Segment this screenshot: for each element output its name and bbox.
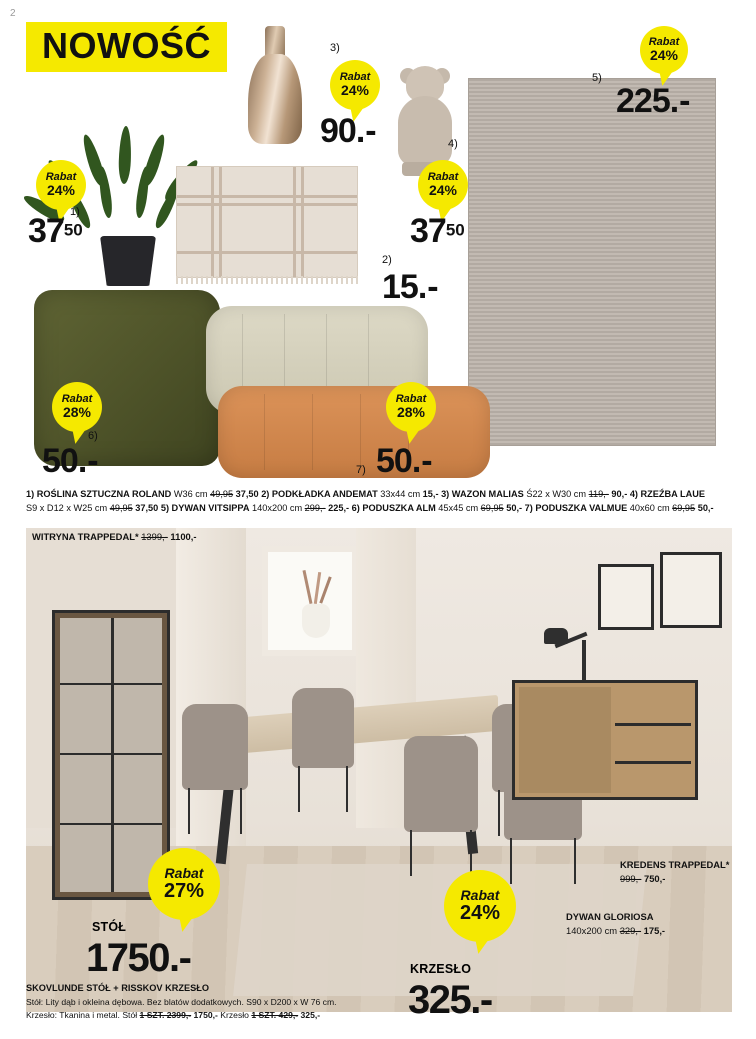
price-stol: 1750.- bbox=[86, 936, 191, 980]
wall-art-frame bbox=[660, 552, 722, 628]
price-4: 3750 bbox=[410, 212, 465, 250]
price-6: 50.- bbox=[42, 442, 99, 480]
category-stol: STÓŁ bbox=[92, 920, 127, 934]
discount-badge-7: Rabat 28% bbox=[386, 382, 436, 432]
product-index-1: 1) bbox=[70, 206, 80, 218]
product-footer-description bbox=[26, 982, 446, 1022]
discount-badge-6: Rabat 28% bbox=[52, 382, 102, 432]
banner-label: NOWOŚĆ bbox=[42, 25, 211, 66]
display-cabinet bbox=[52, 610, 170, 900]
dining-chair bbox=[292, 688, 354, 768]
label-dywan: DYWAN GLORIOSA 140x200 cm 329,- 175,- bbox=[566, 911, 666, 937]
footer-title: SKOVLUNDE STÓŁ + RISSKOV KRZESŁO bbox=[26, 983, 210, 993]
price-3: 90.- bbox=[320, 112, 377, 150]
legend-line-2: S9 x D12 x W25 cm 49,95 37,50 5) DYWAN VITSIPPA 140x200 cm 299,- 225,- 6) PODUSZKA ALM 45x45 cm 69,95 50,- 7) PODUSZKA VALMUE 40x60 cm 69,95 50,- bbox=[26, 503, 714, 514]
plant-pot bbox=[100, 236, 156, 286]
dried-flowers bbox=[298, 570, 334, 606]
curtain-left bbox=[176, 528, 246, 858]
price-1: 3750 bbox=[28, 212, 83, 250]
price-7: 50.- bbox=[376, 442, 433, 480]
product-index-3: 3) bbox=[330, 42, 340, 54]
product-index-2: 2) bbox=[382, 254, 392, 266]
product-image-placemat bbox=[176, 166, 358, 278]
price-2: 15.- bbox=[382, 268, 439, 306]
category-krzeslo: KRZESŁO bbox=[410, 962, 472, 976]
product-index-6: 6) bbox=[88, 430, 98, 442]
price-5: 225.- bbox=[616, 82, 691, 120]
discount-badge-stol: Rabat 27% bbox=[148, 848, 220, 920]
top-products-area bbox=[0, 0, 756, 492]
legend-line-1: 1) ROŚLINA SZTUCZNA ROLAND W36 cm 49,95 37,50 2) PODKŁADKA ANDEMAT 33x44 cm 15,- 3) WAZON MALIAS Ś22 x W30 cm 119,- 90,- 4) RZEŹBA LAUE bbox=[26, 489, 706, 499]
discount-badge-4: Rabat 24% bbox=[418, 160, 468, 210]
desk-lamp-icon bbox=[544, 628, 568, 644]
discount-badge-1: Rabat 24% bbox=[36, 160, 86, 210]
sideboard-cabinet bbox=[512, 680, 698, 800]
discount-badge-5: Rabat 24% bbox=[640, 26, 688, 74]
decor-vase bbox=[302, 604, 330, 638]
product-legend bbox=[26, 487, 732, 516]
desk-lamp-stem bbox=[582, 640, 586, 680]
product-image-rug bbox=[468, 78, 716, 446]
product-image-cushion-olive bbox=[34, 290, 220, 466]
wall-art-frame bbox=[598, 564, 654, 630]
footer-line-1: Stół: Lity dąb i okleina dębowa. Bez blatów dodatkowych. S90 x D200 x W 76 cm. bbox=[26, 996, 337, 1007]
dining-chair bbox=[404, 736, 478, 832]
discount-badge-3: Rabat 24% bbox=[330, 60, 380, 110]
discount-badge-krzeslo: Rabat 24% bbox=[444, 870, 516, 942]
price-krzeslo: 325.- bbox=[408, 978, 492, 1022]
label-witryna: WITRYNA TRAPPEDAL* 1399,- 1100,- bbox=[32, 531, 197, 542]
dining-chair bbox=[182, 704, 248, 790]
product-index-7: 7) bbox=[356, 464, 366, 476]
footer-line-2: Krzesło: Tkanina i metal. Stół 1 SZT. 2399,- 1750,- Krzesło 1 SZT. 429,- 325,- bbox=[26, 1009, 321, 1020]
product-index-5: 5) bbox=[592, 72, 602, 84]
label-kredens: KREDENS TRAPPEDAL* 999,- 750,- bbox=[620, 859, 730, 885]
placemat-fringe bbox=[176, 276, 358, 284]
product-image-cushion-orange bbox=[218, 386, 490, 478]
page-number: 2 bbox=[10, 8, 16, 19]
product-index-4: 4) bbox=[448, 138, 458, 150]
product-image-vase bbox=[248, 26, 302, 144]
